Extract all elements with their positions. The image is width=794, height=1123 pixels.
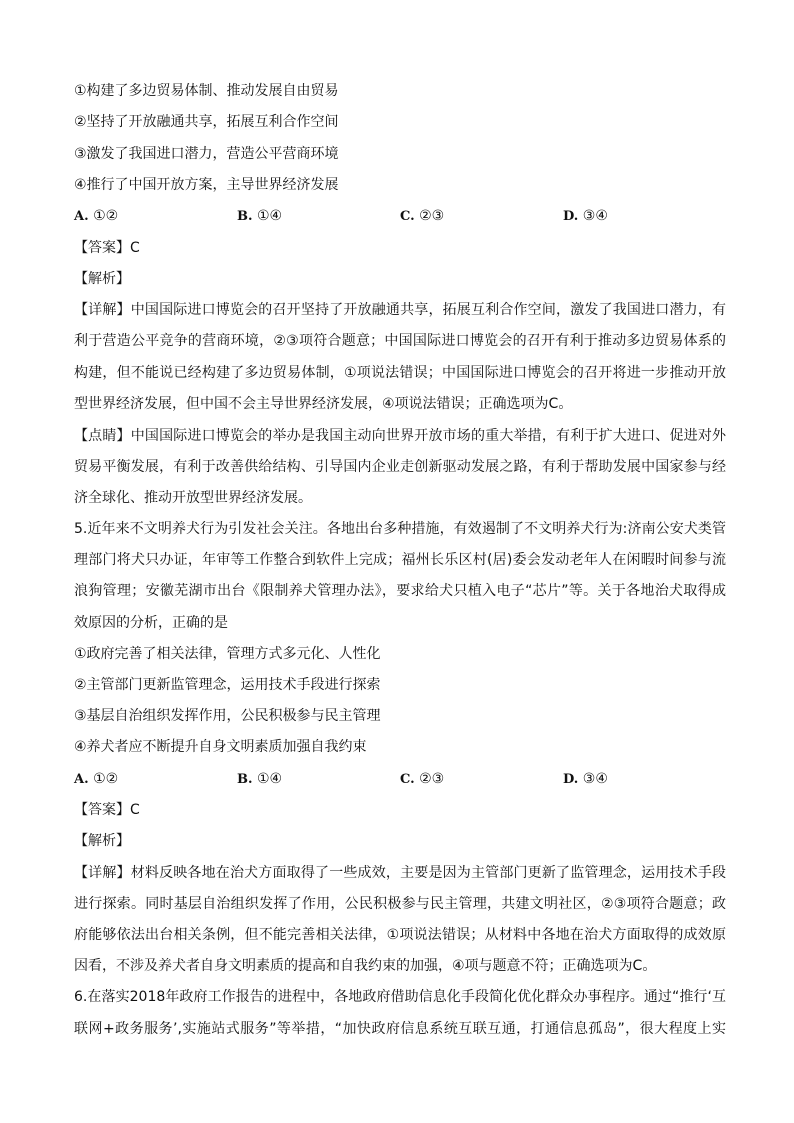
q5-statement-1: ①政府完善了相关法律，管理方式多元化、人性化	[74, 646, 381, 662]
q5-detail-line-1: 【详解】材料反映各地在治犬方面取得了一些成效，主要是因为主管部门更新了监管理念，运用技术手段	[74, 865, 726, 881]
q4-comment-line-3: 济全球化、推动开放型世界经济发展。	[74, 490, 312, 506]
q5-option-a: A. ①②	[74, 771, 119, 787]
q4-comment-line-2: 贸易平衡发展，有利于改善供给结构、引导国内企业走创新驱动发展之路，有利于帮助发展中国家参与经	[74, 459, 726, 475]
q4-options	[74, 207, 726, 225]
q5-detail-line-4: 因看，不涉及养犬者自身文明素质的提高和自我约束的加强，④项与题意不符；正确选项为C。	[74, 958, 657, 974]
q5-answer: 【答案】C	[74, 802, 140, 818]
q4-option-a: A. ①②	[74, 208, 119, 224]
q4-statement-1: ①构建了多边贸易体制、推动发展自由贸易	[74, 83, 339, 99]
q4-statement-2: ②坚持了开放融通共享，拓展互利合作空间	[74, 114, 339, 130]
q6-stem-line-1: 6.在落实2018年政府工作报告的进程中，各地政府借助信息化手段简化优化群众办事程序。通过“推行‘互	[74, 989, 726, 1005]
q4-option-d: D. ③④	[563, 208, 608, 224]
q5-stem-line-2: 理部门将犬只办证，年审等工作整合到软件上完成；福州长乐区村(居)委会发动老年人在闲暇时间参与流	[74, 552, 726, 568]
q5-statement-2: ②主管部门更新监管理念，运用技术手段进行探索	[74, 677, 381, 693]
q4-option-b: B. ①④	[237, 208, 283, 224]
q4-detail-line-3: 构建，但不能说已经构建了多边贸易体制，①项说法错误；中国国际进口博览会的召开将进一步推动开放	[74, 365, 726, 381]
q4-analysis-label: 【解析】	[74, 271, 130, 287]
q4-detail-line-2: 利于营造公平竞争的营商环境，②③项符合题意；中国国际进口博览会的召开有利于推动多边贸易体系的	[74, 333, 726, 349]
q4-answer: 【答案】C	[74, 240, 140, 256]
q5-option-b: B. ①④	[237, 771, 283, 787]
q5-statement-4: ④养犬者应不断提升自身文明素质加强自我约束	[74, 739, 367, 755]
q5-detail-line-3: 府能够依法出台相关条例，但不能完善相关法律，①项说法错误；从材料中各地在治犬方面取得的成效原	[74, 927, 726, 943]
q5-statement-3: ③基层自治组织发挥作用，公民积极参与民主管理	[74, 708, 381, 724]
q5-stem-line-3: 浪狗管理；安徽芜湖市出台《限制养犬管理办法》，要求给犬只植入电子“芯片”等。关于各地治犬取得成	[74, 583, 726, 599]
q6-stem-line-2: 联网+政务服务’,实施站式服务”等举措，“加快政府信息系统互联互通，打通信息孤岛”，很大程度上实	[74, 1021, 726, 1037]
q4-option-c: C. ②③	[400, 208, 445, 224]
q5-option-c: C. ②③	[400, 771, 445, 787]
q5-detail-line-2: 进行探索。同时基层自治组织发挥了作用，公民积极参与民主管理，共建文明社区，②③项符合题意；政	[74, 896, 726, 912]
q5-analysis-label: 【解析】	[74, 833, 130, 849]
q5-stem-line-1: 5.近年来不文明养犬行为引发社会关注。各地出台多种措施，有效遏制了不文明养犬行为:济南公安犬类管	[74, 521, 726, 537]
q5-option-d: D. ③④	[563, 771, 608, 787]
q4-detail-line-4: 型世界经济发展，但中国不会主导世界经济发展，④项说法错误；正确选项为C。	[74, 396, 573, 412]
q4-statement-3: ③激发了我国进口潜力，营造公平营商环境	[74, 146, 339, 162]
q4-statement-4: ④推行了中国开放方案，主导世界经济发展	[74, 177, 339, 193]
q4-comment-line-1: 【点睛】中国国际进口博览会的举办是我国主动向世界开放市场的重大举措，有利于扩大进口、促进对外	[74, 428, 726, 444]
q4-detail-line-1: 【详解】中国国际进口博览会的召开坚持了开放融通共享，拓展互利合作空间，激发了我国进口潜力，有	[74, 302, 726, 318]
q5-stem-line-4: 效原因的分析，正确的是	[74, 615, 228, 631]
q5-options	[74, 770, 726, 788]
